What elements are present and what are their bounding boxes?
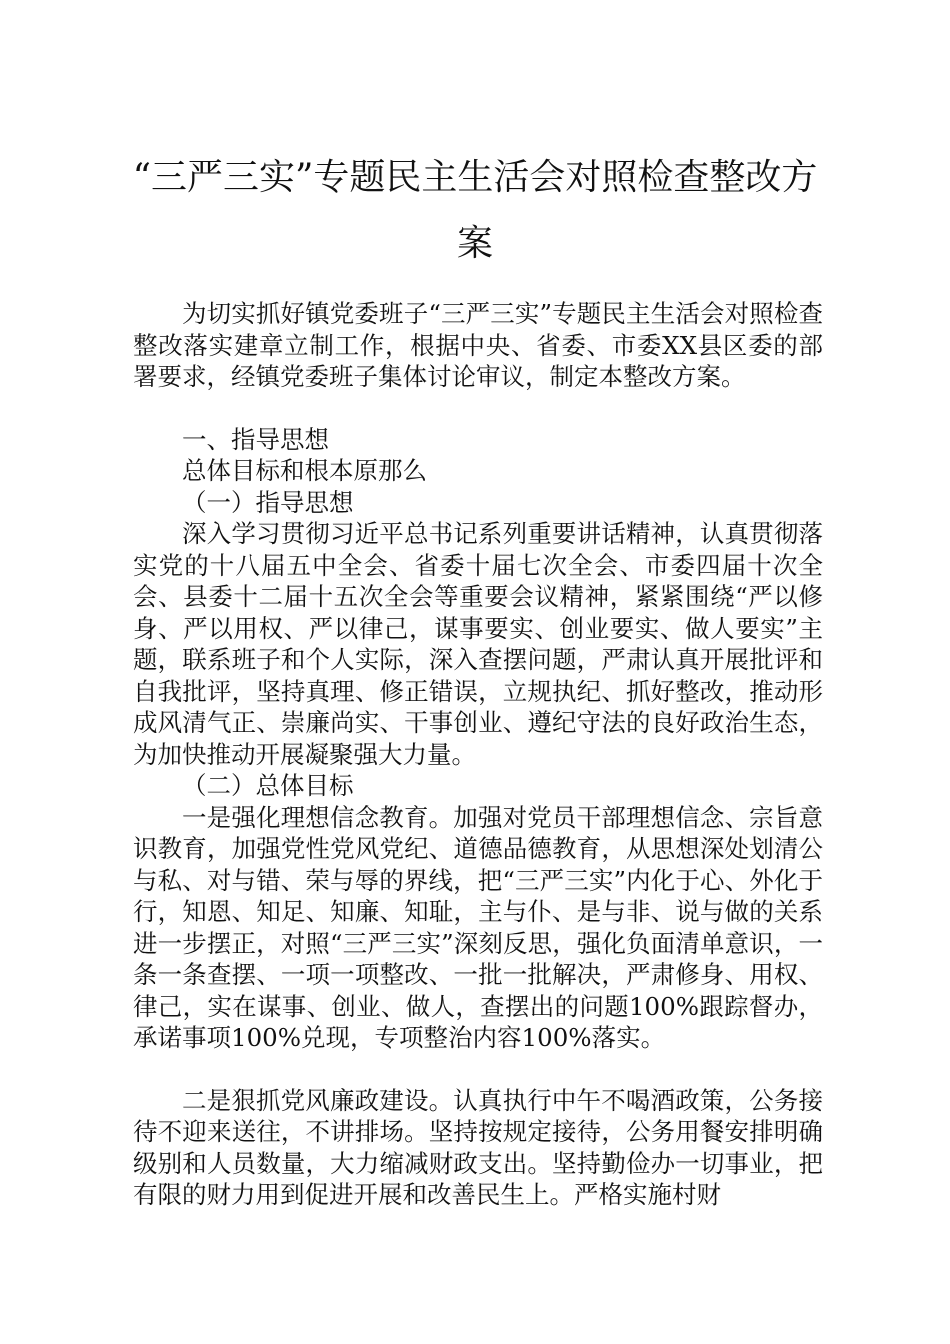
section-heading-guiding-thought: 一、指导思想: [182, 424, 329, 454]
intro-paragraph: 为切实抓好镇党委班子“三严三实”专题民主生活会对照检查整改落实建章立制工作，根据中央、省委、市委XX县区委的部署要求，经镇党委班子集体讨论审议，制定本整改方案。: [133, 299, 823, 391]
sub-heading-guiding-thought: （一）指导思想: [182, 487, 354, 517]
guiding-thought-paragraph: 深入学习贯彻习近平总书记系列重要讲话精神，认真贯彻落实党的十八届五中全会、省委十届七次全会、市委四届十次全会、县委十二届十五次全会等重要会议精神，紧紧围绕“严以修身、严以用权、严以律己，谋事要实、创业要实、做人要实”主题，联系班子和个人实际，深入查摆问题，严肃认真开展批评和自我批评，坚持真理、修正错误，立规执纪、抓好整改，推动形成风清气正、崇廉尚实、干事创业、遵纪守法的良好政治生态，为加快推动开展凝聚强大力量。: [133, 519, 823, 769]
document-title: “三严三实”专题民主生活会对照检查整改方案: [132, 157, 818, 264]
section-subtitle-goals-principles: 总体目标和根本原那么: [182, 456, 427, 485]
paragraph-gap: [133, 393, 823, 424]
document-body: [133, 298, 823, 1211]
goal-one-paragraph: 一是强化理想信念教育。加强对党员干部理想信念、宗旨意识教育，加强党性党风党纪、道德品德教育，从思想深处划清公与私、对与错、荣与辱的界线，把“三严三实”内化于心、外化于行，知恩、知足、知廉、知耻，主与仆、是与非、说与做的关系进一步摆正，对照“三严三实”深刻反思，强化负面清单意识，一条一条查摆、一项一项整改、一批一批解决，严肃修身、用权、律己，实在谋事、创业、做人，查摆出的问题100%跟踪督办，承诺事项100%兑现，专项整治内容100%落实。: [133, 802, 823, 1052]
goal-two-paragraph: 二是狠抓党风廉政建设。认真执行中午不喝酒政策，公务接待不迎来送往，不讲排场。坚持按规定接待，公务用餐安排明确级别和人员数量，大力缩减财政支出。坚持勤俭办一切事业，把有限的财力用到促进开展和改善民生上。严格实施村财: [133, 1085, 823, 1209]
paragraph-gap: [133, 1054, 823, 1085]
sub-heading-overall-goals: （二）总体目标: [182, 771, 354, 800]
